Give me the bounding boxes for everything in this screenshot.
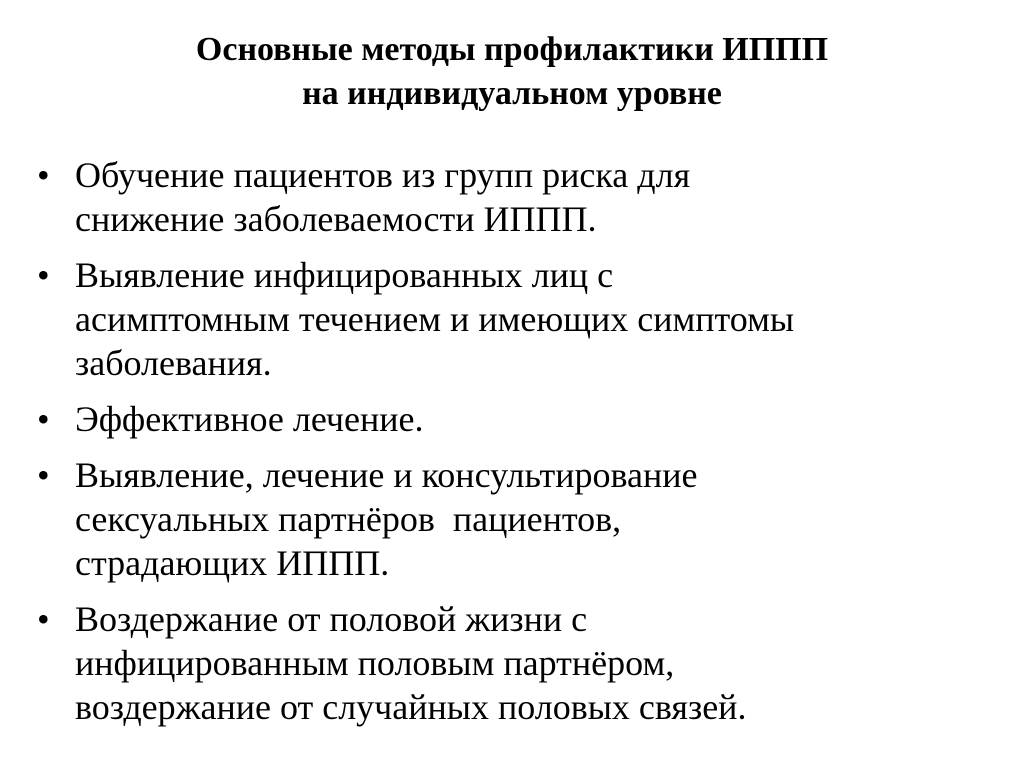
- bullet-text-line: сексуальных партнёров пациентов,: [75, 499, 622, 539]
- bullet-text-line: асимптомным течением и имеющих симптомы: [75, 299, 795, 339]
- slide-title: [60, 28, 964, 116]
- bullet-icon: •: [37, 155, 50, 195]
- bullet-list: [32, 153, 992, 741]
- bullet-text-line: Выявление, лечение и консультирование: [75, 455, 698, 495]
- bullet-icon: •: [37, 255, 50, 295]
- bullet-item: [32, 453, 992, 585]
- bullet-text-line: снижение заболеваемости ИППП.: [75, 199, 597, 239]
- bullet-text-line: страдающих ИППП.: [75, 543, 390, 583]
- bullet-text-line: заболевания.: [75, 343, 272, 383]
- bullet-text-line: Выявление инфицированных лиц с: [75, 255, 614, 295]
- bullet-text-line: воздержание от случайных половых связей.: [75, 687, 747, 727]
- bullet-icon: •: [37, 599, 50, 639]
- bullet-text-line: инфицированным половым партнёром,: [75, 643, 675, 683]
- bullet-icon: •: [37, 455, 50, 495]
- bullet-text-line: Воздержание от половой жизни с: [75, 599, 588, 639]
- bullet-icon: •: [37, 399, 50, 439]
- bullet-item: [32, 153, 992, 241]
- bullet-item: [32, 253, 992, 385]
- slide-title-line: на индивидуальном уровне: [302, 75, 722, 112]
- bullet-item: [32, 397, 992, 441]
- bullet-text-line: Эффективное лечение.: [75, 399, 424, 439]
- bullet-text-line: Обучение пациентов из групп риска для: [75, 155, 691, 195]
- slide-title-line: Основные методы профилактики ИППП: [195, 31, 829, 68]
- bullet-item: [32, 597, 992, 729]
